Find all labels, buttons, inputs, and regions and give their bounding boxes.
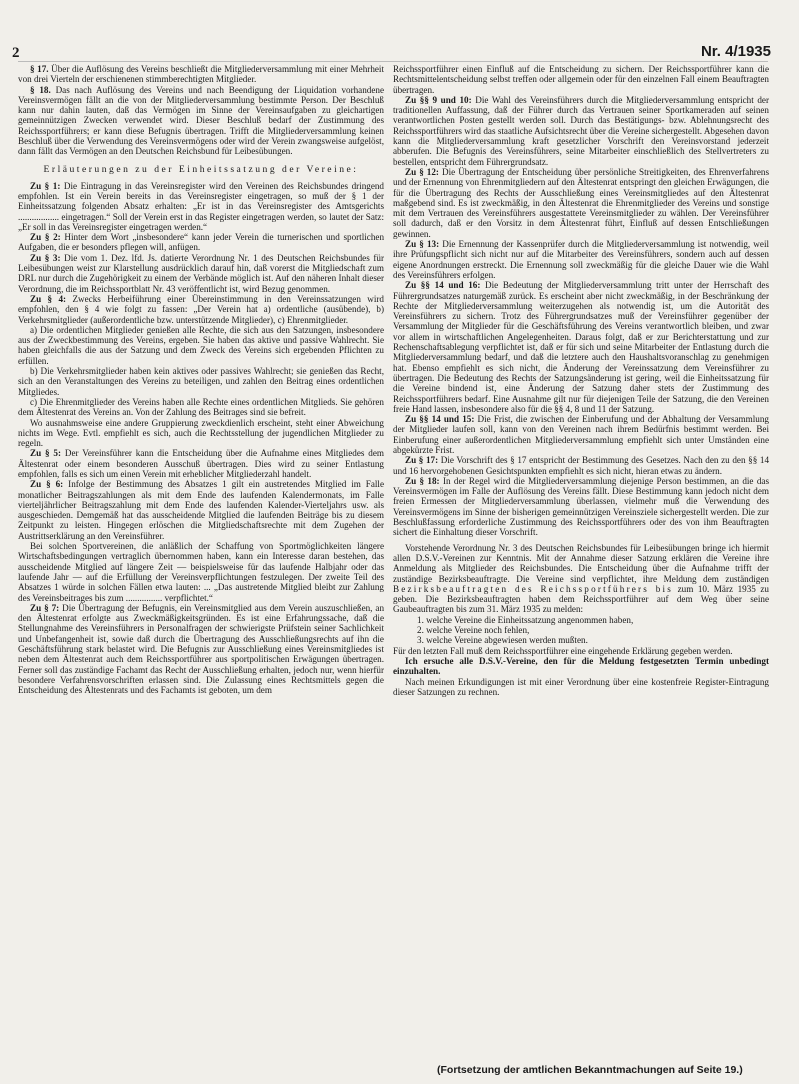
paragraph-18: § 18. Das nach Auflösung des Vereins und nach Beendigung der Liquidation vorhandene Vereinsvermögen fällt an die von der Mitgliederversammlung bestimmte Person. Der Beschluß kann nur dahin lauten, daß das Vermögen im Sinne der Vereinsaufgaben zu gleichartigen gemeinnützigen Zwecken verwendet wird. Dieser Beschluß bedarf der Zustimmung des Reichssportführers; er kann diese Befugnis übertragen. Trifft die Mitgliederversammlung keinen Beschluß über die Verwendung des Vereinsvermögens oder wird der Verein zwangsweise aufgelöst, dann fällt das Vermögen an den Deutschen Reichsbund für Leibesübungen. [18, 84, 385, 157]
closing-paragraph: Vorstehende Verordnung Nr. 3 des Deutschen Reichsbundes für Leibesübungen bringe ich hiermit allen D.S.V.-Vereinen zur Kenntnis. Mit der Annahme dieser Satzung erklären die Vereine ihre Anmeldung als Mitglieder des Reichsbundes. Die Entscheidung über die Aufnahme trifft der zuständige Bezirksbeauftragte. Die Vereine sind verpflichtet, ihre Meldung dem zuständigen Bezirksbeauftragten des Reichssportführers bis zum 10. März 1935 zu geben. Die Bezirksbeauftragten haben dem Reichssportführer auf dem Weg über seine Gaubeauftragten bis zum 31. März 1935 zu melden: [393, 542, 769, 615]
list-item: 1. welche Vereine die Einheitssatzung angenommen haben, [417, 614, 634, 625]
note-13: Zu § 13: Die Ernennung der Kassenprüfer durch die Mitgliederversammlung ist notwendig, weil ihre Prüfungspflicht sich nicht nur auf die Mitarbeiter des Vereinsführers, sondern auch auf dessen eigene Anordnungen erstreckt. Die Ernennung soll zweckmäßig für die gleiche Dauer wie die Wahl des Vereinsführers erfolgen. [393, 239, 770, 280]
list-item: 2. welche Vereine noch fehlen, [417, 625, 530, 636]
note-7: Zu § 7: Die Übertragung der Befugnis, ein Vereinsmitglied aus dem Verein auszuschließen, an den Ältestenrat erfolgte aus Zweckmäßigkeitsgründen. Es ist eine Erfahrungssache, daß die Stellungnahme des Vereinsführers in Personalfragen der schwierigste Prüfstein seiner Sachlichkeit und Unbefangenheit ist, sowie daß durch die Übertragung des Ausschließungsrechts auf ihn die Geschäftsführung stark belastet wird. Die Befugnis zur Ausschließung eines Vereinsmitgliedes ist neben dem Ältestenrat auch dem Reichssportführer aus sportpolitischen Erwägungen übertragen. Ferner soll das zuständige Fachamt das Recht der Ausschließung erhalten, jedoch nur, wenn hierfür besondere Verfahrensvorschriften erlassen sind. Die Zulassung eines Rechtsmittels gegen die Entscheidung des Ältestenrats und des Fachamts ist geboten, um dem [18, 602, 385, 696]
note-6b: Bei solchen Sportvereinen, die anläßlich der Schaffung von Sportmöglichkeiten längere Wirtschaftsbedingungen vertraglich übernommen haben, kann ein Interesse daran bestehen, das ausscheidende Mitglied auf längere Zeit — beispielsweise für das laufende Halbjahr oder das laufende Jahr — auf die Erfüllung der Vereinsverpflichtungen festzulegen. Der zweite Teil des Absatzes 1 würde in solchen Fällen etwa lauten: ... „Das austretende Mitglied bleibt zur Zahlung des Vereinsbeitrages bis zum ................ verpflichtet.“ [18, 541, 384, 603]
note-4a: a) Die ordentlichen Mitglieder genießen alle Rechte, die sich aus den Satzungen, insbesondere aus der Zweckbestimmung des Vereins, ergeben. Sie haben das aktive und passive Wahlrecht. Sie haben gleichfalls die aus der Satzung und dem Zweck des Vereins sich ergebenden Pflichten zu erfüllen. [18, 324, 384, 366]
note-17: Zu § 17: Die Vorschrift des § 17 entspricht der Bestimmung des Gesetzes. Nach den zu den §§ 14 und 16 hervorgehobenen Gesichtspunkten empfiehlt es sich nicht, hieran etwas zu ändern. [393, 455, 770, 476]
left-column [18, 64, 384, 696]
note-4: Zu § 4: Zwecks Herbeiführung einer Übereinstimmung in den Vereinssatzungen wird empfohlen, den § 4 wie folgt zu fassen: „Der Verein hat a) ordentliche (ausübende), b) Verkehrsmitglieder (außerordentliche bzw. unterstützende Mitglieder), c) Ehrenmitglieder. [18, 293, 384, 325]
continuation-footer: (Fortsetzung der amtlichen Bekanntmachungen auf Seite 19.) [437, 1064, 743, 1076]
paragraph-17: § 17. Über die Auflösung des Vereins beschließt die Mitgliederversammlung mit einer Mehrheit von drei Vierteln der erschienenen stimmberechtigten Mitglieder. [18, 64, 385, 85]
note-12: Zu § 12: Die Übertragung der Entscheidung über persönliche Streitigkeiten, des Ehrenverfahrens und der Ernennung von Ehrenmitgliedern auf den Ältestenrat entspringt den gleichen Erwägungen, die für die Übertragung des Rechts der Ausschließung eines Vereinsmitgliedes auf den Ältestenrat maßgebend sind. Es ist zweckmäßig, in den Ältestenrat die Ehrenmitglieder des Vereins und sonstige mit dem Vertrauen des Vereinsführers ausgestattete Vereinsmitglieder zu wählen. Der Vereinsführer soll dadurch, daß er den Vorsitz in dem Ältestenrat führt, Einfluß auf dessen Entschließungen gewinnen. [393, 166, 769, 239]
note-4c: c) Die Ehrenmitglieder des Vereins haben alle Rechte eines ordentlichen Mitglieds. Sie gehören dem Ältestenrat des Vereins an. Von der Zahlung des Beitrages sind sie befreit. [18, 396, 384, 418]
closing-request: Ich ersuche alle D.S.V.-Vereine, den für die Meldung festgesetzten Termin unbedingt einzuhalten. [393, 655, 769, 677]
note-3: Zu § 3: Die vom 1. Dez. lfd. Js. datierte Verordnung Nr. 1 des Deutschen Reichsbundes für Leibesübungen weist zur Klarstellung ausdrücklich darauf hin, daß vorerst die Mitgliedschaft zum DRL nur durch die Zugehörigkeit zu einem der Verbände möglich ist. Auf den näheren Inhalt dieser Verordnung, die im Reichssportblatt Nr. 43 veröffentlicht ist, wird Bezug genommen. [18, 252, 385, 294]
closing-note: Für den letzten Fall muß dem Reichssportführer eine eingehende Erklärung gegeben werden. [393, 645, 733, 656]
note-18: Zu § 18: In der Regel wird die Mitgliederversammlung diejenige Person bestimmen, an die das Vereinsvermögen im Falle der Auflösung des Vereins fällt. Diese Bestimmung kann jedoch nicht dem freien Ermessen der Mitgliederversammlung überlassen, vielmehr muß die Verwendung des Vereinsvermögens im Sinne der bisherigen gemeinnützigen Vereinsziele sichergestellt werden. Die zur Beschlußfassung erforderliche Zustimmung des Reichssportführers oder des von ihm Beauftragten sichert die Einhaltung dieser Vorschrift. [393, 475, 770, 538]
note-4b: b) Die Verkehrsmitglieder haben kein aktives oder passives Wahlrecht; sie genießen das Recht, sich an den Veranstaltungen des Vereins zu beteiligen, und zahlen den Beitrag eines ordentlichen Mitgliedes. [18, 366, 384, 397]
note-4d: Wo ausnahmsweise eine andere Gruppierung zweckdienlich erscheint, steht einer Abweichung nichts im Wege. Evtl. empfiehlt es sich, auch die Rechtsstellung der jugendlichen Mitglieder zu regeln. [18, 417, 384, 449]
section-heading: Erläuterungen zu der Einheitssatzung der Vereine: [43, 163, 359, 175]
note-14-15: Zu §§ 14 und 15: Die Frist, die zwischen der Einberufung und der Abhaltung der Versammlung der Mitglieder laufen soll, kann von den Vereinen nach ihrem Bedürfnis bestimmt werden. Bei Einberufung einer außerordentlichen Mitgliederversammlung empfiehlt sich unter Umständen eine abgekürzte Frist. [393, 414, 769, 455]
continuation-text: Reichssportführer einen Einfluß auf die Entscheidung zu sichern. Der Reichssportführer kann die Rechtsmittelentscheidung selbst treffen oder allgemein oder für den einzelnen Fall einem Beauftragten übertragen. [393, 64, 769, 95]
right-column [393, 64, 769, 697]
header-rule [18, 61, 768, 62]
note-2: Zu § 2: Hinter dem Wort „insbesondere“ kann jeder Verein die turnerischen und sportlichen Aufgaben, die er besonders pflegen will, anfügen. [18, 232, 385, 253]
note-1: Zu § 1: Die Eintragung in das Vereinsregister wird den Vereinen des Reichsbundes dringend empfohlen. Ist ein Verein bereits in das Vereinsregister eingetragen, so muß der § 1 der Einheitssatzung folgenden Absatz erhalten: „Er ist in das Vereinsregister des Amtsgerichts .................. eingetragen.“ Soll der Verein erst in das Register eingetragen werden, so lautet der Satz: „Er soll in das Vereinsregister eingetragen werden.“ [18, 180, 384, 232]
list-item: 3. welche Vereine abgewiesen werden mußten. [417, 635, 588, 646]
page-number: 2 [12, 45, 20, 61]
closing-final: Nach meinen Erkundigungen ist mit einer Verordnung über eine kostenfreie Register-Eintragung dieser Satzungen zu rechnen. [393, 676, 769, 697]
note-9-10: Zu §§ 9 und 10: Die Wahl des Vereinsführers durch die Mitgliederversammlung entspricht der traditionellen Auffassung, daß der Führer durch das Vertrauen seiner Sportkameraden auf seinen verantwortlichen Posten gestellt werden soll. Durch das Bestätigungs- bzw. Ablehnungsrecht des Reichssportführers wird das staatliche Aufsichtsrecht über die Vereine sichergestellt. Abgesehen davon kann die Mitgliederversammlung kraft gesetzlicher Vorschrift den Vereinsvorstand jederzeit abberufen. Die Befugnis des Vereinsführers, seine Mitarbeiter einschließlich des Stellvertreters zu bestellen, entspricht dem Führergrundsatz. [393, 94, 769, 167]
issue-number: Nr. 4/1935 [700, 43, 771, 60]
note-6: Zu § 6: Infolge der Bestimmung des Absatzes 1 gilt ein austretendes Mitglied im Falle monatlicher Beitragszahlungen als mit dem Ende des laufenden Kalendermonats, im Falle vierteljährlicher Beitragszahlung mit dem Ende des laufenden Kalender-Vierteljahrs usw. als ausgeschieden. Demgemäß hat das ausscheidende Mitglied die laufenden Beiträge bis zu diesem Zeitpunkt zu leisten. Hingegen erlöschen die Mitgliedschaftsrechte mit dem Zugehen der Austrittserklärung an den Vereinsführer. [18, 479, 385, 541]
note-14-16: Zu §§ 14 und 16: Die Bedeutung der Mitgliederversammlung tritt unter der Herrschaft des Führergrundsatzes naturgemäß zurück. Es erscheint aber nicht zweckmäßig, in der Beschränkung der Rechte der Mitgliederversammlung weiterzugehen als notwendig ist, um die Autorität des Vereinsführers zu sichern. Trotz des Führergrundsatzes muß der Vereinsführer gegenüber der Versammlung der Mitglieder für die Geschäftsführung des Vereins verantwortlich bleiben, und zwar vor allem in wirtschaftlichen Angelegenheiten. Daraus folgt, daß er zur Berichterstattung und zur Rechenschaftsablegung verpflichtet ist, daß er für sich und seine Mitarbeiter der Entlastung durch die Mitgliederversammlung bedarf, und daß die letztere auch den Haushaltsvoranschlag zu genehmigen hat. Ebenso empfiehlt es sich nicht, die Änderung der Vereinssatzung dem Vereinsführer zu übertragen. Die Bedeutung des Rechts der Satzungsänderung ist gering, weil die Einheitssatzung für die Vereine bindend ist, eine Änderung der Satzung daher stets der Zustimmung des Reichssportführers bedarf. Eine Ausnahme gilt nur für diejenigen Teile der Satzung, die den Vereinen freie Hand lassen, insbesondere also für die §§ 4, 8 und 11 der Satzung. [393, 280, 769, 414]
note-5: Zu § 5: Der Vereinsführer kann die Entscheidung über die Aufnahme eines Mitgliedes dem Ältestenrat oder einem besonderen Ausschuß übertragen. Dies wird zu seiner Entlastung empfohlen, falls es sich um einen Verein mit erheblicher Mitgliederzahl handelt. [18, 448, 384, 479]
